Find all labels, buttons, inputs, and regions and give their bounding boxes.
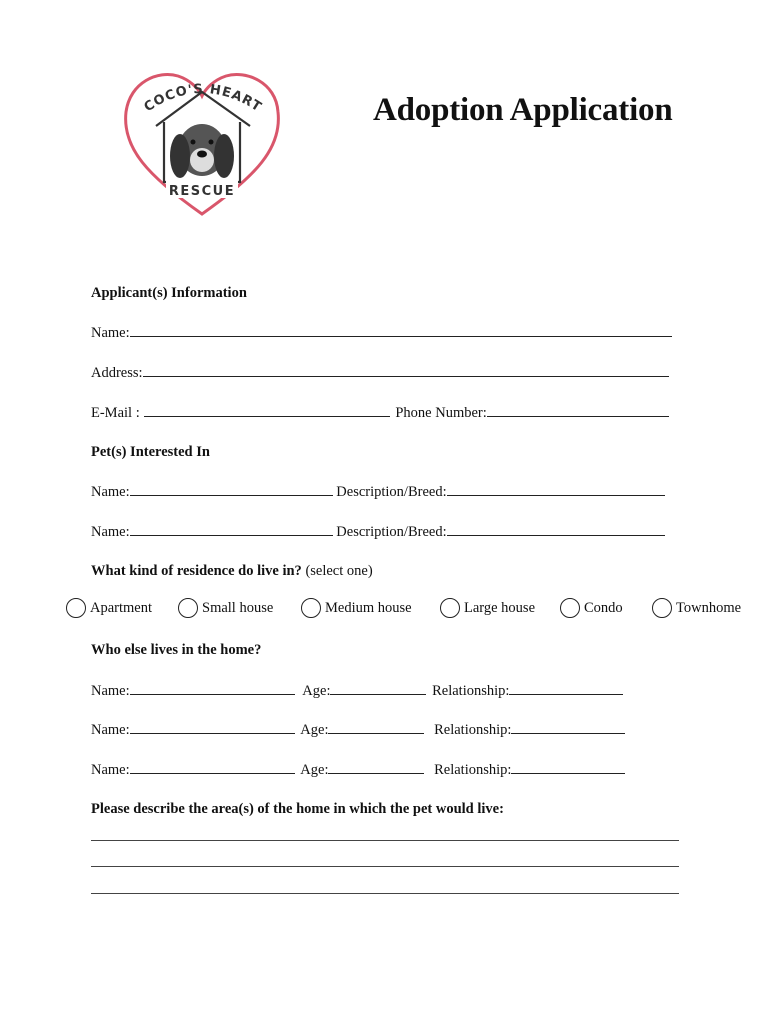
radio-label: Apartment xyxy=(90,599,153,616)
household-name-field[interactable] xyxy=(130,681,295,695)
logo-top-text: COCO'S HEART xyxy=(141,81,265,116)
applicant-address-row xyxy=(91,363,669,382)
radio-circle-icon[interactable] xyxy=(652,598,672,618)
household-age-label: Age: xyxy=(302,683,331,699)
radio-medium-house[interactable] xyxy=(301,598,412,618)
pet-name-label: Name: xyxy=(91,484,130,500)
pets-heading: Pet(s) Interested In xyxy=(91,444,210,460)
household-age-label: Age: xyxy=(300,722,329,738)
applicant-name-row xyxy=(91,323,672,342)
applicant-address-label: Address: xyxy=(91,365,143,381)
pet-desc-label: Description/Breed: xyxy=(336,524,447,540)
radio-circle-icon[interactable] xyxy=(66,598,86,618)
household-name-field[interactable] xyxy=(130,720,295,734)
applicant-name-field[interactable] xyxy=(130,323,672,337)
cocos-heart-rescue-logo xyxy=(118,64,286,220)
page-title: Adoption Application xyxy=(373,92,673,128)
pet-name-label: Name: xyxy=(91,524,130,540)
residence-options xyxy=(66,598,756,624)
radio-small-house[interactable] xyxy=(178,598,273,618)
household-name-label: Name: xyxy=(91,762,130,778)
radio-condo[interactable] xyxy=(560,598,623,618)
household-row xyxy=(91,720,625,739)
household-age-field[interactable] xyxy=(328,760,424,774)
radio-label: Condo xyxy=(584,599,623,616)
household-relationship-label: Relationship: xyxy=(434,762,512,778)
applicant-heading: Applicant(s) Information xyxy=(91,285,247,301)
svg-text:COCO'S HEART xyxy=(142,82,265,115)
phone-field[interactable] xyxy=(487,403,669,417)
radio-large-house[interactable] xyxy=(440,598,535,618)
radio-circle-icon[interactable] xyxy=(440,598,460,618)
residence-hint: (select one) xyxy=(305,563,373,579)
residence-question-row xyxy=(91,562,373,580)
household-name-label: Name: xyxy=(91,722,130,738)
household-relationship-label: Relationship: xyxy=(432,683,510,699)
logo-bottom-text: RESCUE xyxy=(168,184,236,199)
household-relationship-label: Relationship: xyxy=(434,722,512,738)
household-age-field[interactable] xyxy=(330,681,426,695)
pet-desc-field[interactable] xyxy=(447,522,665,536)
email-field[interactable] xyxy=(144,403,390,417)
pet-row xyxy=(91,482,665,501)
radio-apartment[interactable] xyxy=(66,598,152,618)
area-answer-line[interactable] xyxy=(91,866,679,867)
household-relationship-field[interactable] xyxy=(511,720,625,734)
radio-label: Large house xyxy=(464,599,535,616)
radio-label: Townhome xyxy=(676,599,742,616)
household-row xyxy=(91,681,623,700)
household-name-label: Name: xyxy=(91,683,130,699)
pet-name-field[interactable] xyxy=(130,522,333,536)
household-relationship-field[interactable] xyxy=(511,760,625,774)
household-row xyxy=(91,760,625,779)
applicant-name-label: Name: xyxy=(91,325,130,341)
radio-circle-icon[interactable] xyxy=(301,598,321,618)
pet-row xyxy=(91,522,665,541)
dog-icon xyxy=(170,124,234,178)
area-answer-line[interactable] xyxy=(91,840,679,841)
radio-label: Medium house xyxy=(325,599,412,616)
household-relationship-field[interactable] xyxy=(509,681,623,695)
radio-circle-icon[interactable] xyxy=(560,598,580,618)
applicant-address-field[interactable] xyxy=(143,363,669,377)
household-heading: Who else lives in the home? xyxy=(91,642,262,658)
phone-label: Phone Number: xyxy=(395,405,487,421)
area-answer-line[interactable] xyxy=(91,893,679,894)
residence-question: What kind of residence do live in? xyxy=(91,563,302,579)
pet-desc-field[interactable] xyxy=(447,482,665,496)
radio-label: Small house xyxy=(202,599,274,616)
household-age-label: Age: xyxy=(300,762,329,778)
household-age-field[interactable] xyxy=(328,720,424,734)
applicant-contact-row xyxy=(91,403,669,422)
radio-circle-icon[interactable] xyxy=(178,598,198,618)
area-heading: Please describe the area(s) of the home in which the pet would live: xyxy=(91,801,504,817)
household-name-field[interactable] xyxy=(130,760,295,774)
email-label: E-Mail : xyxy=(91,405,140,421)
pet-name-field[interactable] xyxy=(130,482,333,496)
radio-townhome[interactable] xyxy=(652,598,741,618)
pet-desc-label: Description/Breed: xyxy=(336,484,447,500)
